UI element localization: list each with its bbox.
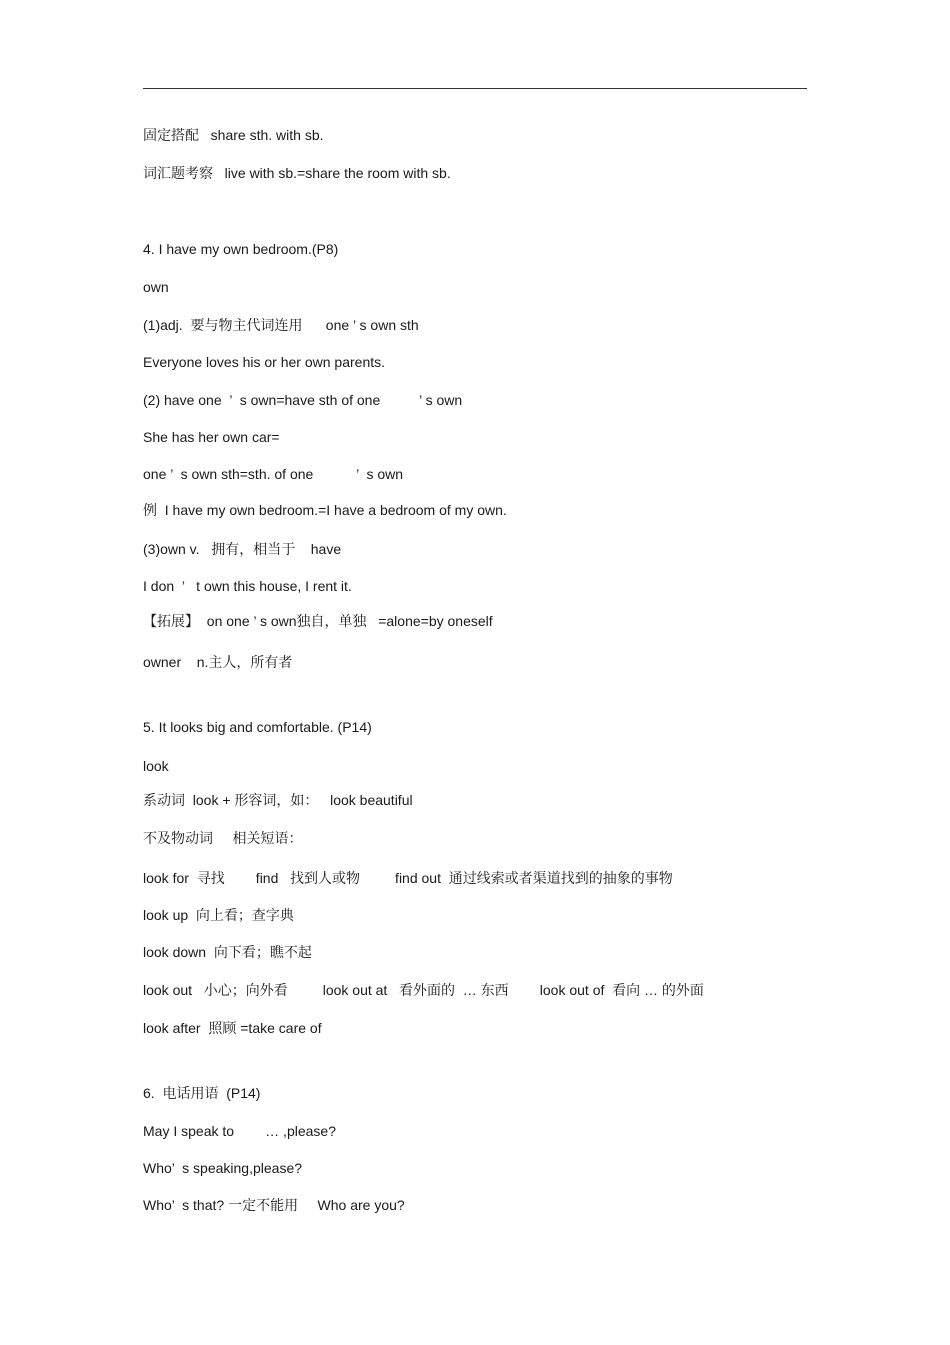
text-line: (3)own v. 拥有，相当于 have	[143, 541, 342, 557]
text-line: (1)adj. 要与物主代词连用 one ’ s own sth	[143, 317, 419, 333]
text-line: 词汇题考察 live with sb.=share the room with sb.	[143, 165, 451, 181]
text-line: (2) have one ’ s own=have sth of one ’ s own	[143, 392, 463, 408]
text-line: look for 寻找 find 找到人或物 find out 通过线索或者渠道找到的抽象的事物	[143, 870, 673, 886]
text-line: 【拓展】 on one ’ s own独自，单独 =alone=by oneself	[143, 613, 493, 629]
text-line: She has her own car=	[143, 429, 280, 445]
text-line: look after 照顾 =take care of	[143, 1020, 322, 1036]
text-line: owner n.主人，所有者	[143, 654, 293, 670]
text-line: 例 I have my own bedroom.=I have a bedroom of my own.	[143, 502, 507, 518]
text-line: look	[143, 758, 169, 774]
text-line: look up 向上看；查字典	[143, 907, 294, 923]
text-line: Who’ s that? 一定不能用 Who are you?	[143, 1197, 405, 1213]
section-heading: 6. 电话用语 (P14)	[143, 1085, 261, 1101]
text-line: May I speak to … ,please?	[143, 1123, 336, 1139]
text-line: look out 小心；向外看 look out at 看外面的 … 东西 look out of 看向 … 的外面	[143, 982, 704, 998]
text-line: Everyone loves his or her own parents.	[143, 354, 386, 370]
header-rule	[143, 88, 807, 89]
text-line: I don ’ t own this house, I rent it.	[143, 578, 352, 594]
text-line: 固定搭配 share sth. with sb.	[143, 127, 324, 143]
text-line: 系动词 look + 形容词，如： look beautiful	[143, 792, 413, 808]
text-line: own	[143, 279, 169, 295]
section-heading: 5. It looks big and comfortable. (P14)	[143, 719, 372, 735]
text-line: 不及物动词 相关短语：	[143, 830, 303, 846]
section-heading: 4. I have my own bedroom.(P8)	[143, 241, 339, 257]
text-line: Who’ s speaking,please?	[143, 1160, 303, 1176]
text-line: one ’ s own sth=sth. of one ’ s own	[143, 466, 404, 482]
text-line: look down 向下看；瞧不起	[143, 944, 312, 960]
